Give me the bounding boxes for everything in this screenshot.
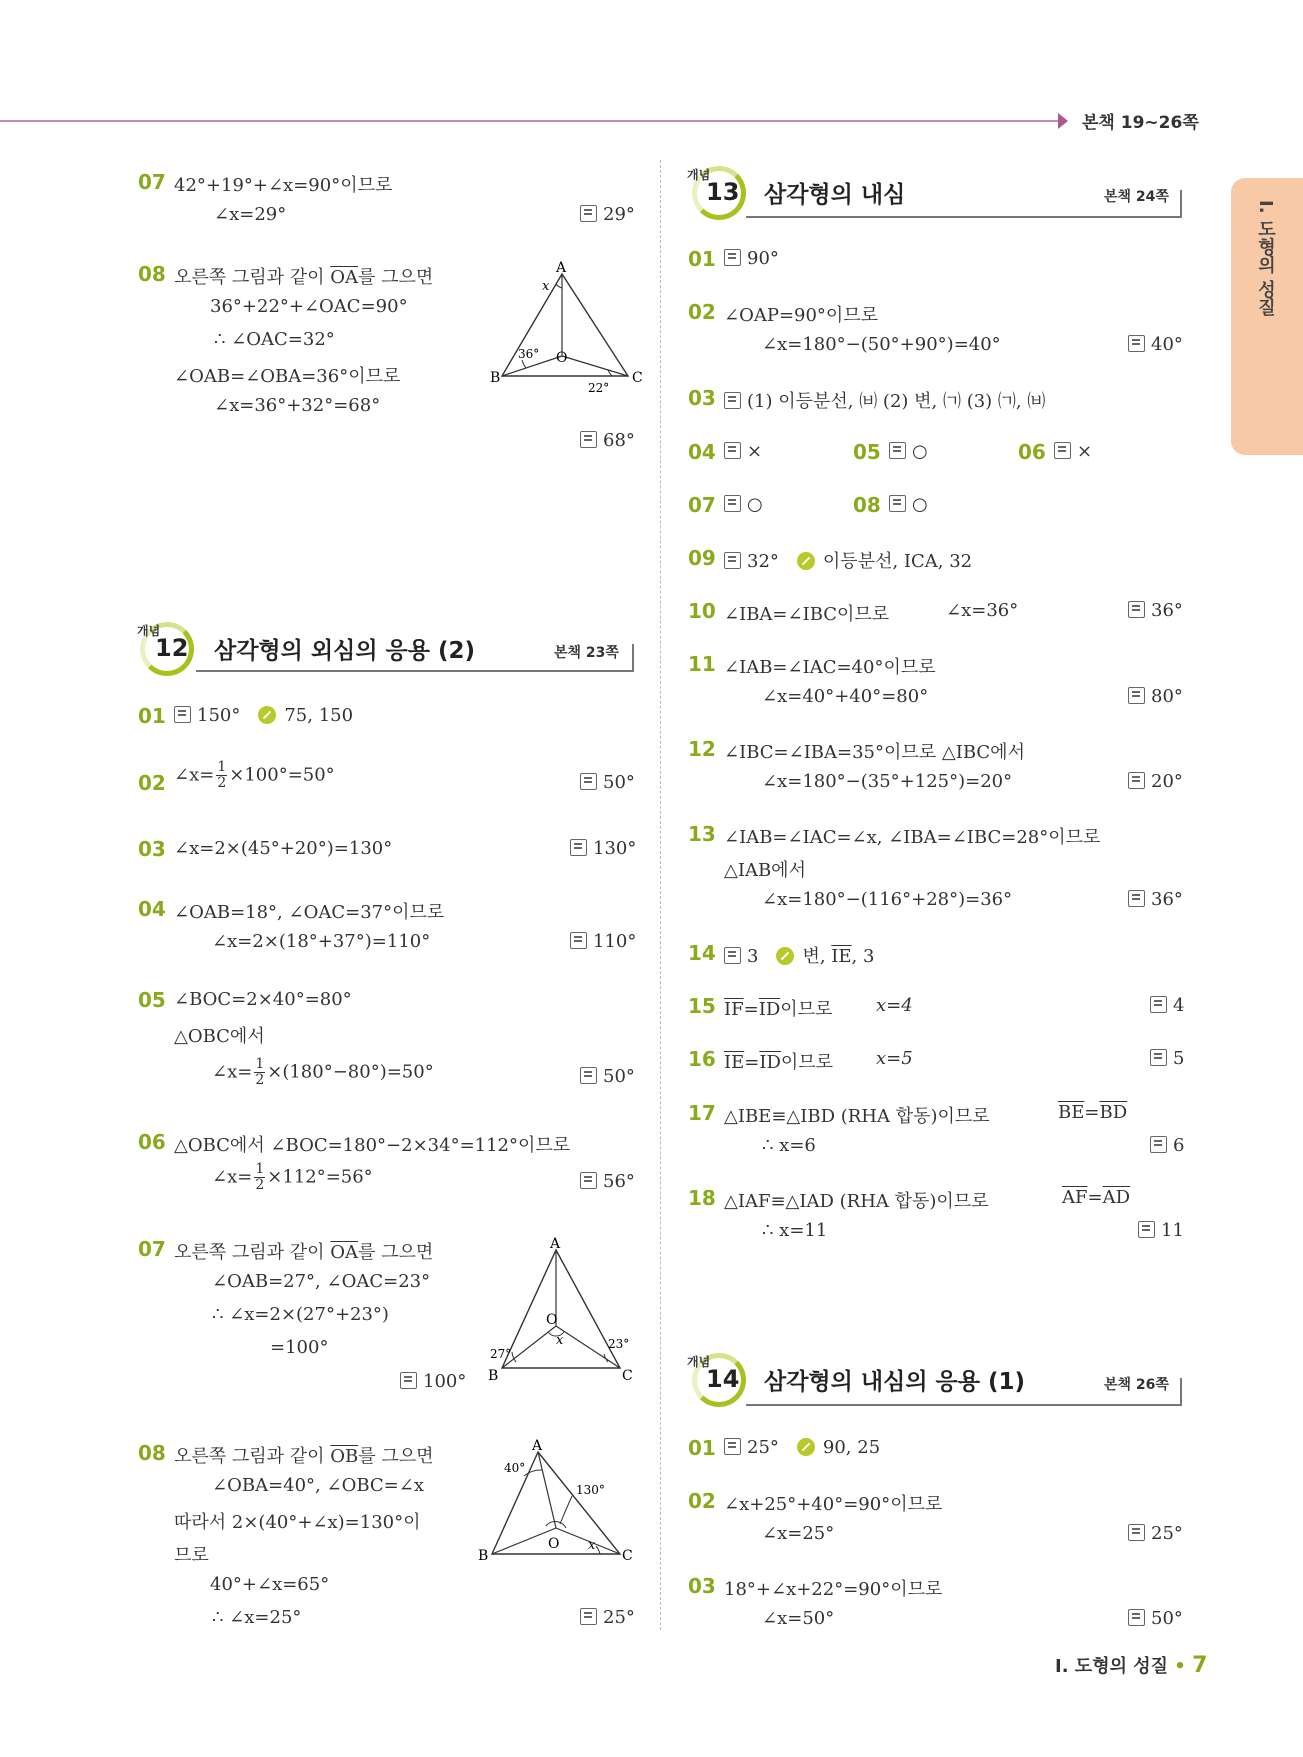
answer-icon [724,392,741,409]
angle-label: 27° [490,1347,512,1361]
triangle-figure [486,1234,636,1384]
answer: 40° [1128,334,1183,355]
answer-icon [724,552,741,569]
answer-icon [580,431,597,448]
vertex-label: A [532,1438,543,1454]
solution-line: 32° 이등분선, ICA, 32 [724,547,972,573]
answer: 20° [1128,771,1183,792]
column-divider [660,160,661,1630]
solution-line: ∴ x=11 [762,1220,828,1241]
answer-icon [570,839,587,856]
solution-line: ∠x= $\frac{1}{2}$ ×100°=50° [174,759,335,791]
vertex-label: C [622,1548,633,1564]
answer-icon [580,205,597,222]
solution-line: 3 변, $\overline{IE}$, 3 [724,942,874,968]
section-badge-label: 개념 [687,1355,711,1369]
solution-line: ∠x=180°−(116°+28°)=36° [762,889,1013,910]
solution-line: (1) 이등분선, ㈅ (2) 변, ㈀ (3) ㈀, ㈅ [724,387,1045,413]
section-number: 13 [706,178,740,206]
answer-icon [1128,601,1145,618]
answer-icon [724,249,741,266]
solution-line: ∠OAB=∠OBA=36°이므로 [174,366,401,387]
section-rule-tick [1180,190,1182,216]
section-title: 삼각형의 내심 [764,182,906,208]
problem-number: 01 [688,1436,716,1460]
problem-number: 07 [138,1237,166,1261]
solution-line: ∠IBA=∠IBC이므로 [724,604,890,625]
answer-icon [1150,1049,1167,1066]
vertex-label: O [546,1312,558,1328]
problem-number: 08 [138,262,166,286]
solution-line: 36°+22°+∠OAC=90° [210,296,408,317]
section-title: 삼각형의 외심의 응용 (2) [214,638,476,664]
solution-line: △IAB에서 [724,860,806,881]
problem-number: 06 [138,1130,166,1154]
answer: 130° [570,838,636,859]
section-badge-label: 개념 [137,624,161,638]
problem-number: 02 [688,300,716,324]
angle-label: x [542,279,550,294]
solution-line: ∠IBC=∠IBA=35°이므로 △IBC에서 [724,742,1025,763]
solution-line: × [724,441,762,462]
answer-icon [1054,442,1071,459]
solution-line: △OBC에서 [174,1026,265,1047]
vertex-label: C [632,370,643,386]
header-rule [0,120,1060,122]
problem-number: 13 [688,822,716,846]
solution-line: △OBC에서 ∠BOC=180°−2×34°=112°이므로 [174,1135,571,1156]
solution-line: $\overline{BE}=\overline{BD}$ [1058,1102,1128,1123]
solution-line: ∠x= $\frac{1}{2}$ ×(180°−80°)=50° [212,1056,434,1088]
footer-chapter: I. 도형의 성질 [1055,1656,1169,1677]
solution-line: ∠x=180°−(35°+125°)=20° [762,771,1013,792]
answer: 4 [1150,995,1184,1016]
vertex-label: A [550,1236,561,1252]
solution-line: ∠x=2×(45°+20°)=130° [174,838,393,859]
problem-number: 07 [138,170,166,194]
vertex-label: O [548,1536,560,1552]
problem-number: 02 [688,1489,716,1513]
solution-line: 므로 [174,1545,209,1566]
answer-icon [580,773,597,790]
solution-line: ∠x=36° [946,600,1019,621]
section-page-ref: 본책 26쪽 [1104,1377,1169,1393]
answer-icon [724,495,741,512]
solution-line: x=4 [876,995,913,1016]
pencil-icon [776,947,794,965]
answer: 56° [580,1171,635,1192]
answer-icon [889,495,906,512]
answer: 100° [400,1371,466,1392]
section-page-ref: 본책 23쪽 [554,645,619,661]
solution-line: ∠OAP=90°이므로 [724,305,879,326]
section-title: 삼각형의 내심의 응용 (1) [764,1369,1026,1395]
answer-icon [724,1438,741,1455]
vertex-label: B [490,370,501,386]
answer-icon [1128,1609,1145,1626]
problem-number: 09 [688,546,716,570]
pencil-icon [258,706,276,724]
answer-icon [1150,996,1167,1013]
answer-icon [570,932,587,949]
vertex-label: C [622,1368,633,1384]
triangle-figure [476,1436,636,1576]
solution-line: △IBE≡△IBD (RHA 합동)이므로 [724,1106,990,1127]
solution-line: ∴ ∠OAC=32° [214,329,335,350]
problem-number: 14 [688,941,716,965]
solution-line: 90° [724,248,779,269]
header-arrow-icon [1058,113,1068,129]
solution-line: 150° 75, 150 [174,705,353,726]
solution-line: △IAF≡△IAD (RHA 합동)이므로 [724,1191,989,1212]
solution-line: x=5 [876,1048,913,1069]
answer-icon [1128,772,1145,789]
section-number: 14 [706,1365,740,1393]
footer-separator: • [1174,1656,1186,1677]
answer: 25° [1128,1523,1183,1544]
answer: 110° [570,931,636,952]
problem-number: 04 [688,440,716,464]
problem-number: 01 [688,247,716,271]
answer: 50° [580,1066,635,1087]
solution-line: ∠x=2×(18°+37°)=110° [212,931,431,952]
answer: 25° [580,1607,635,1628]
problem-number: 08 [853,493,881,517]
answer-icon [1150,1136,1167,1153]
section-rule [746,216,1182,218]
section-number: 12 [155,634,189,662]
problem-number: 05 [853,440,881,464]
solution-line: ○ [889,441,928,462]
angle-label: 23° [608,1337,630,1351]
answer: 36° [1128,889,1183,910]
solution-line: × [1054,441,1092,462]
solution-line: ∠OBA=40°, ∠OBC=∠x [212,1475,424,1496]
problem-number: 10 [688,599,716,623]
solution-line: 오른쪽 그림과 같이 $\overline{OB}$를 그으면 [174,1446,434,1467]
solution-line: ∠x=40°+40°=80° [762,686,929,707]
problem-number: 07 [688,493,716,517]
answer: 36° [1128,600,1183,621]
vertex-label: B [488,1368,499,1384]
problem-number: 15 [688,994,716,1018]
problem-number: 12 [688,737,716,761]
solution-line: ∠x+25°+40°=90°이므로 [724,1494,943,1515]
section-badge-label: 개념 [687,168,711,182]
answer-icon [724,442,741,459]
solution-line: ∠IAB=∠IAC=40°이므로 [724,657,936,678]
page-footer [1055,1652,1207,1678]
problem-number: 05 [138,988,166,1012]
page-number: 7 [1192,1653,1208,1678]
vertex-label: A [556,260,567,276]
angle-label: 22° [588,381,610,395]
answer-icon [400,1372,417,1389]
answer: 11 [1138,1220,1184,1241]
solution-line: ∴ x=6 [762,1135,816,1156]
answer-icon [174,706,191,723]
problem-number: 18 [688,1186,716,1210]
answer: 6 [1150,1135,1184,1156]
section-rule-tick [632,644,634,670]
answer: 29° [580,204,635,225]
angle-label: x [556,1333,564,1348]
answer: 80° [1128,686,1183,707]
solution-line: ○ [724,494,763,515]
answer-icon [1128,890,1145,907]
solution-line: ∠OAB=27°, ∠OAC=23° [212,1271,431,1292]
answer-icon [1128,687,1145,704]
problem-number: 03 [688,386,716,410]
pencil-icon [797,1438,815,1456]
solution-line: 40°+∠x=65° [210,1574,330,1595]
answer-icon [580,1067,597,1084]
triangle-figure [490,258,643,395]
answer-icon [580,1608,597,1625]
answer: 5 [1150,1048,1184,1069]
section-rule [746,1404,1182,1406]
problem-number: 06 [1018,440,1046,464]
header-page-ref: 본책 19~26쪽 [1082,113,1199,133]
problem-number: 03 [688,1574,716,1598]
answer-icon [1138,1221,1155,1238]
angle-label: x [588,1538,596,1553]
problem-number: 08 [138,1441,166,1465]
solution-line: ∠x= $\frac{1}{2}$ ×112°=56° [212,1161,373,1193]
answer-icon [889,442,906,459]
solution-line: 42°+19°+∠x=90°이므로 [174,175,393,196]
answer: 68° [580,430,635,451]
angle-label: 40° [504,1461,526,1475]
problem-number: 03 [138,837,166,861]
answer-icon [724,947,741,964]
solution-line: $\overline{IE}=\overline{ID}$이므로 [724,1052,834,1073]
problem-number: 04 [138,897,166,921]
section-page-ref: 본책 24쪽 [1104,189,1169,205]
vertex-label: B [478,1548,489,1564]
answer: 50° [1128,1608,1183,1629]
solution-line: ∠x=36°+32°=68° [214,395,381,416]
angle-label: 36° [518,347,540,361]
solution-line: 오른쪽 그림과 같이 $\overline{OA}$를 그으면 [174,1242,434,1263]
solution-line: ∠x=25° [762,1523,835,1544]
problem-number: 01 [138,704,166,728]
solution-line: =100° [270,1337,329,1358]
solution-line: $\overline{IF}=\overline{ID}$이므로 [724,999,833,1020]
solution-line: 따라서 2×(40°+∠x)=130°이 [174,1512,421,1533]
problem-number: 17 [688,1101,716,1125]
section-rule [196,670,634,672]
solution-line: ∠x=29° [214,204,287,225]
answer-icon [1128,1524,1145,1541]
problem-number: 11 [688,652,716,676]
solution-line: ∴ ∠x=2×(27°+23°) [212,1304,389,1325]
section-rule-tick [1180,1378,1182,1404]
problem-number: 16 [688,1047,716,1071]
solution-line: 오른쪽 그림과 같이 $\overline{OA}$를 그으면 [174,267,434,288]
problem-number: 02 [138,771,166,795]
vertex-label: O [556,350,568,366]
solution-line: ∠BOC=2×40°=80° [174,989,352,1010]
solution-line: ∠x=180°−(50°+90°)=40° [762,334,1001,355]
angle-label: 130° [576,1483,605,1497]
answer-icon [580,1172,597,1189]
solution-line: ∠IAB=∠IAC=∠x, ∠IBA=∠IBC=28°이므로 [724,827,1101,848]
pencil-icon [797,552,815,570]
solution-line: $\overline{AF}=\overline{AD}$ [1062,1187,1131,1208]
solution-line: ∠OAB=18°, ∠OAC=37°이므로 [174,902,445,923]
chapter-side-tab-label: I. 도형의 성질 [1255,200,1276,317]
answer: 50° [580,772,635,793]
solution-line: 18°+∠x+22°=90°이므로 [724,1579,943,1600]
solution-line: ∴ ∠x=25° [212,1607,302,1628]
answer-icon [1128,335,1145,352]
solution-line: 25° 90, 25 [724,1437,880,1458]
solution-line: ○ [889,494,928,515]
solution-line: ∠x=50° [762,1608,835,1629]
